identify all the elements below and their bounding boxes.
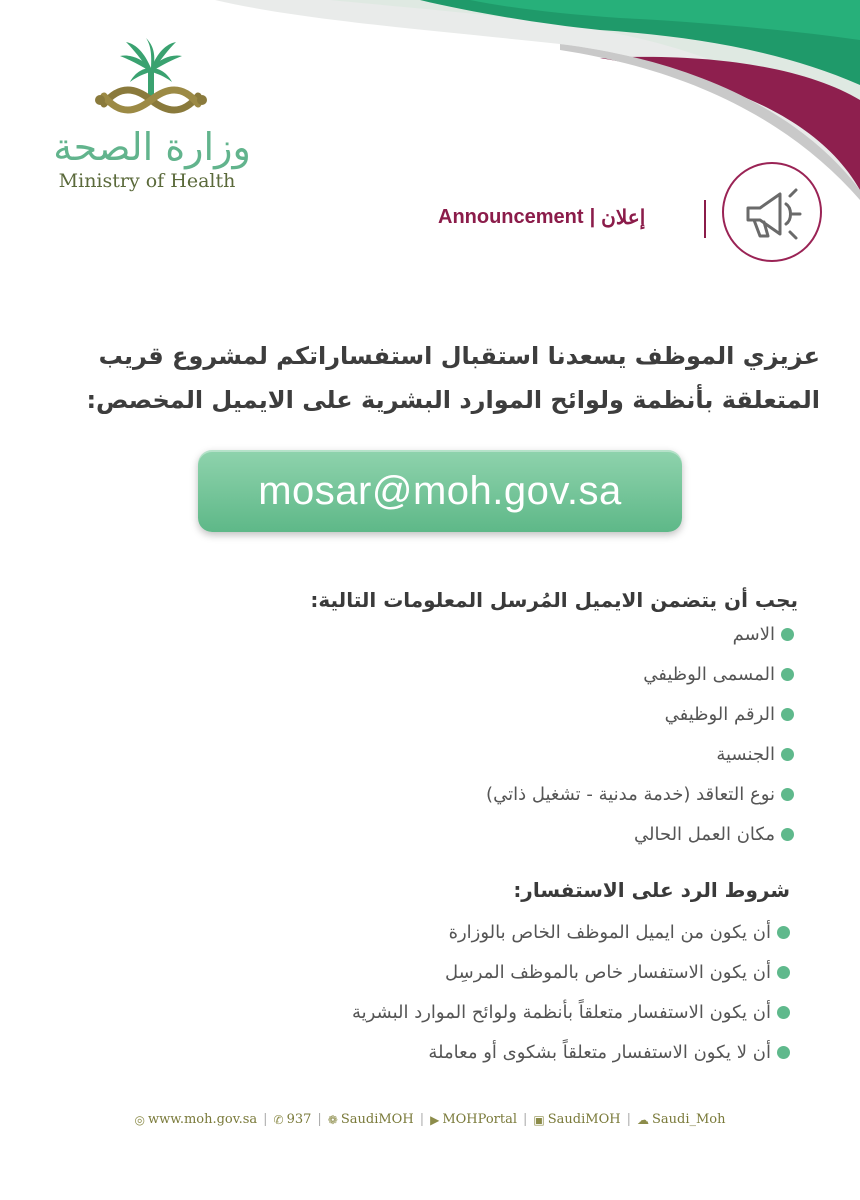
footer-instagram[interactable]: ▣ SaudiMOH	[533, 1112, 621, 1127]
youtube-icon: ▶	[430, 1112, 440, 1127]
intro-paragraph	[60, 334, 820, 422]
instagram-icon: ▣	[533, 1112, 545, 1127]
announcement-ar: إعلان	[601, 206, 646, 229]
list-item: الجنسية	[486, 734, 794, 774]
list-item: نوع التعاقد (خدمة مدنية - تشغيل ذاتي)	[486, 774, 794, 814]
list-item: المسمى الوظيفي	[486, 654, 794, 694]
conditions-title: شروط الرد على الاستفسار:	[513, 878, 790, 902]
twitter-icon: ❁	[327, 1112, 338, 1127]
footer-contacts: ◎ www.moh.gov.sa | ✆ 937 | ❁ SaudiMOH | ▶ MOHPortal | ▣ SaudiMOH | ☁ Saudi_Moh	[134, 1112, 726, 1127]
conditions-list	[352, 912, 790, 1072]
list-item: مكان العمل الحالي	[486, 814, 794, 854]
bullet-dot-icon	[781, 828, 794, 841]
list-item: أن يكون الاستفسار خاص بالموظف المرسِل	[352, 952, 790, 992]
bullet-dot-icon	[781, 748, 794, 761]
footer-phone[interactable]: ✆ 937	[273, 1112, 312, 1127]
footer-snapchat[interactable]: ☁ Saudi_Moh	[636, 1112, 726, 1127]
list-item: أن لا يكون الاستفسار متعلقاً بشكوى أو معاملة	[352, 1032, 790, 1072]
megaphone-icon	[740, 182, 804, 246]
bullet-dot-icon	[781, 628, 794, 641]
list-item: الاسم	[486, 614, 794, 654]
logo-arabic-name: وزارة الصحة	[53, 125, 251, 169]
email-address-box[interactable]: mosar@moh.gov.sa	[198, 450, 682, 532]
intro-line-2: المتعلقة بأنظمة ولوائح الموارد البشرية على الايميل المخصص:	[86, 386, 820, 414]
snapchat-icon: ☁	[636, 1112, 649, 1127]
footer-youtube[interactable]: ▶ MOHPortal	[430, 1112, 518, 1127]
ministry-logo	[52, 38, 252, 198]
megaphone-badge	[722, 162, 822, 262]
bullet-dot-icon	[777, 966, 790, 979]
footer-website[interactable]: ◎ www.moh.gov.sa	[134, 1112, 258, 1127]
announcement-en: Announcement	[438, 205, 584, 228]
bullet-dot-icon	[777, 1046, 790, 1059]
list-item: الرقم الوظيفي	[486, 694, 794, 734]
bullet-dot-icon	[781, 668, 794, 681]
announcement-heading	[438, 200, 645, 234]
logo-english-name: Ministry of Health	[58, 170, 236, 192]
list-item: أن يكون الاستفسار متعلقاً بأنظمة ولوائح الموارد البشرية	[352, 992, 790, 1032]
palm-swords-emblem-icon	[86, 38, 216, 128]
globe-icon: ◎	[134, 1112, 145, 1127]
bullet-dot-icon	[777, 926, 790, 939]
header-divider	[704, 200, 706, 238]
intro-line-1: عزيزي الموظف يسعدنا استقبال استفساراتكم لمشروع قريب	[98, 342, 820, 370]
bullet-dot-icon	[777, 1006, 790, 1019]
bullet-dot-icon	[781, 788, 794, 801]
list-item: أن يكون من ايميل الموظف الخاص بالوزارة	[352, 912, 790, 952]
phone-icon: ✆	[273, 1112, 284, 1127]
announcement-separator: |	[589, 205, 596, 228]
footer-twitter[interactable]: ❁ SaudiMOH	[327, 1112, 414, 1127]
required-info-list	[486, 614, 794, 854]
required-info-title: يجب أن يتضمن الايميل المُرسل المعلومات التالية:	[310, 588, 798, 612]
bullet-dot-icon	[781, 708, 794, 721]
